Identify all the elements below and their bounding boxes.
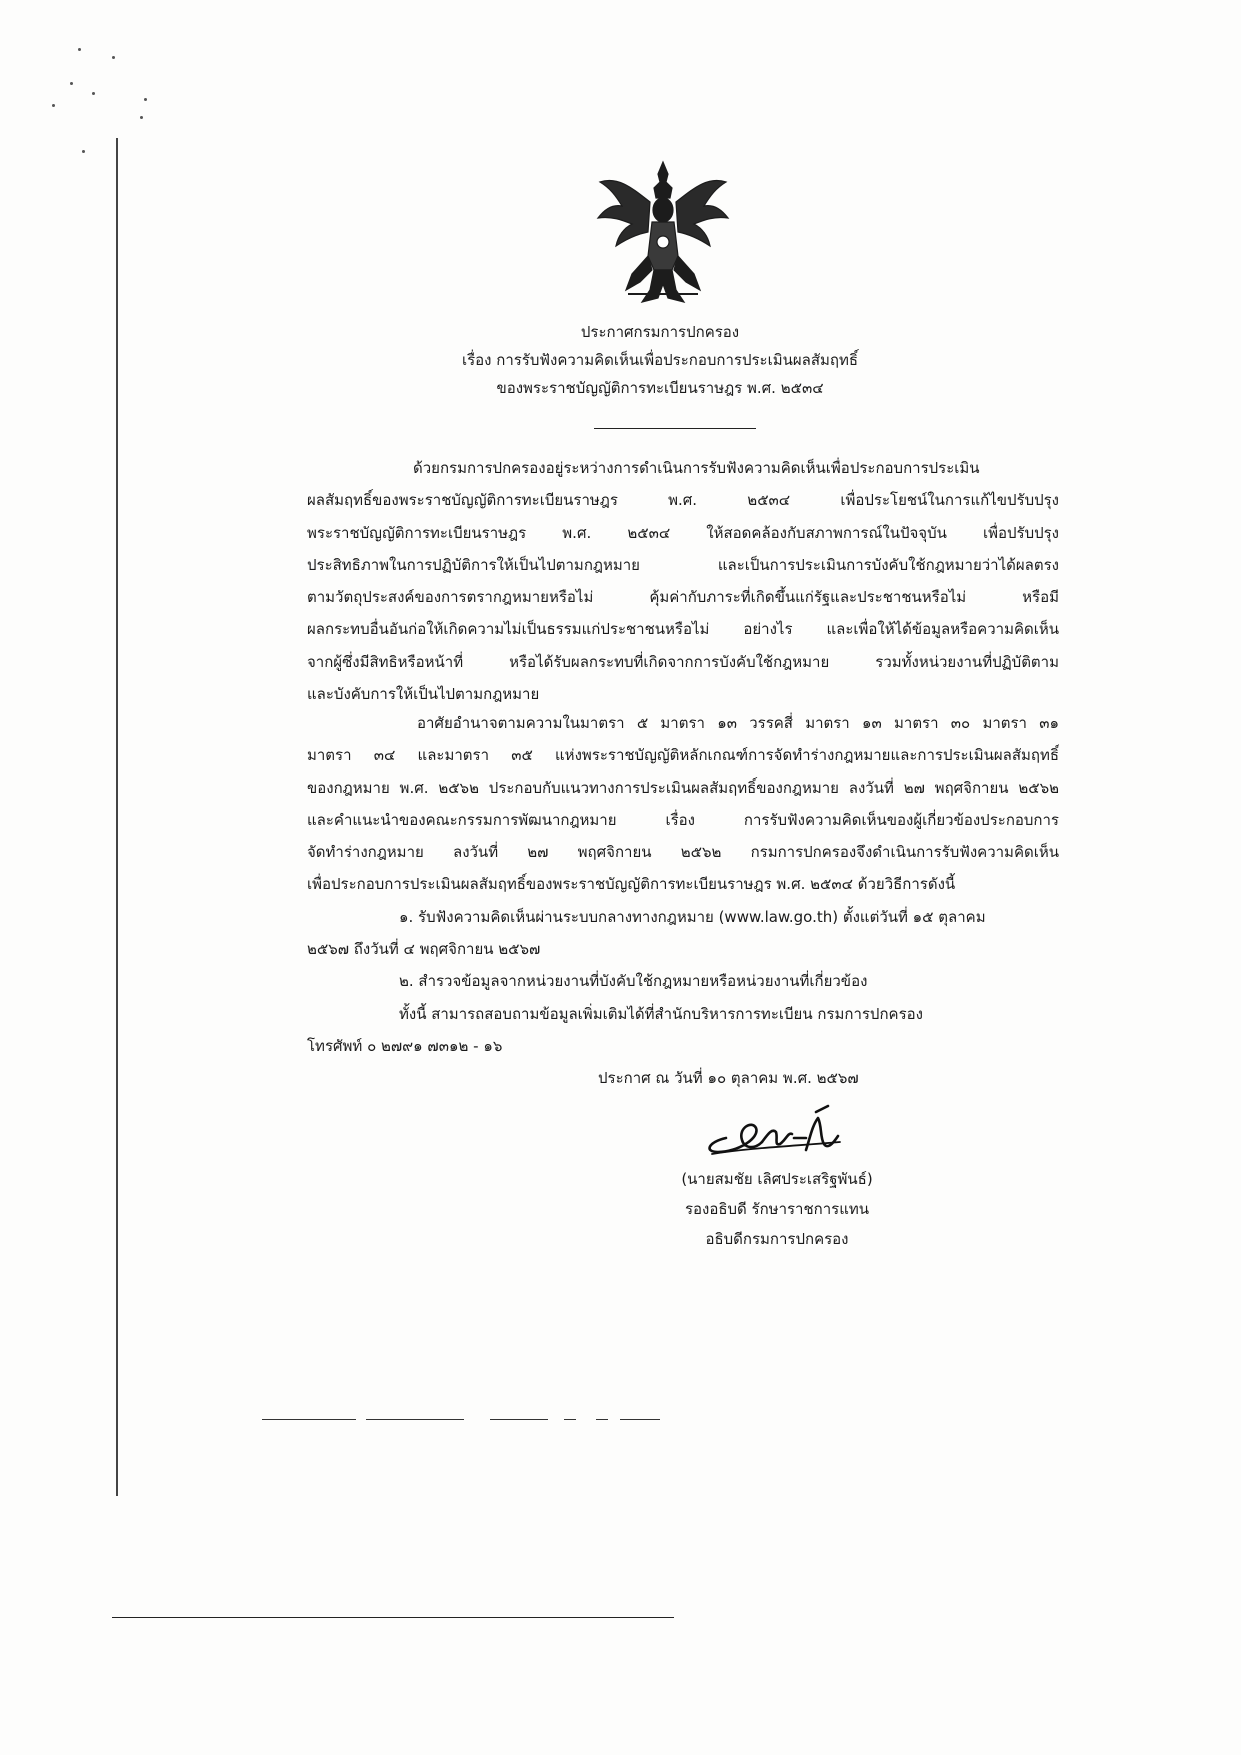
scan-speck	[70, 82, 73, 85]
faint-rule	[620, 1419, 660, 1420]
scan-speck	[52, 104, 55, 107]
paragraph-line: เพื่อประกอบการประเมินผลสัมฤทธิ์ของพระราชบัญญัติการทะเบียนราษฎร พ.ศ. ๒๕๓๔ ด้วยวิธีการดังนี้	[307, 875, 956, 894]
faint-rule	[564, 1419, 576, 1420]
paragraph-line: ตามวัตถุประสงค์ของการตรากฎหมายหรือไม่ คุ้มค่ากับภาระที่เกิดขึ้นแก่รัฐและประชาชนหรือไม่ หรือมี	[307, 588, 1059, 607]
scan-speck	[140, 116, 143, 119]
title-divider	[594, 428, 756, 429]
announcement-subject: เรื่อง การรับฟังความคิดเห็นเพื่อประกอบการประเมินผลสัมฤทธิ์	[461, 351, 859, 369]
bottom-divider	[112, 1617, 674, 1618]
scan-speck	[78, 48, 81, 51]
scan-margin-line	[116, 138, 118, 1496]
method-item-1-continued: ๒๕๖๗ ถึงวันที่ ๔ พฤศจิกายน ๒๕๖๗	[307, 940, 541, 959]
signatory-name: (นายสมชัย เลิศประเสริฐพันธ์)	[681, 1170, 873, 1188]
paragraph-line: ประสิทธิภาพในการปฏิบัติการให้เป็นไปตามกฎหมาย และเป็นการประเมินการบังคับใช้กฎหมายว่าได้ผลตรง	[307, 555, 1059, 574]
faint-rule	[366, 1419, 464, 1420]
garuda-emblem-icon	[592, 158, 734, 306]
paragraph-line: ผลกระทบอื่นอันก่อให้เกิดความไม่เป็นธรรมแก่ประชาชนหรือไม่ อย่างไร และเพื่อให้ได้ข้อมูลหรือความคิดเห็น	[307, 620, 1059, 639]
handwritten-signature-icon	[698, 1098, 846, 1160]
paragraph-authority	[307, 707, 1059, 1062]
paragraph-line: ผลสัมฤทธิ์ของพระราชบัญญัติการทะเบียนราษฎร พ.ศ. ๒๕๓๔ เพื่อประโยชน์ในการแก้ไขปรับปรุง	[307, 491, 1059, 510]
signatory-block	[612, 1164, 942, 1254]
paragraph-line: ด้วยกรมการปกครองอยู่ระหว่างการดำเนินการรับฟังความคิดเห็นเพื่อประกอบการประเมิน	[413, 459, 980, 477]
paragraph-line: อาศัยอำนาจตามความในมาตรา ๕ มาตรา ๑๓ วรรคสี่ มาตรา ๑๓ มาตรา ๓๐ มาตรา ๓๑	[417, 714, 1059, 732]
faint-rule	[596, 1419, 608, 1420]
scan-speck	[144, 98, 147, 101]
faint-rule	[490, 1419, 548, 1420]
contact-note: ทั้งนี้ สามารถสอบถามข้อมูลเพิ่มเติมได้ที่สำนักบริหารการทะเบียน กรมการปกครอง	[399, 1004, 923, 1023]
scan-speck	[92, 92, 95, 95]
paragraph-line: พระราชบัญญัติการทะเบียนราษฎร พ.ศ. ๒๕๓๔ ให้สอดคล้องกับสภาพการณ์ในปัจจุบัน เพื่อปรับปรุง	[307, 523, 1059, 542]
paragraph-line: จากผู้ซึ่งมีสิทธิหรือหน้าที่ หรือได้รับผลกระทบที่เกิดจากการบังคับใช้กฎหมาย รวมทั้งหน่วยงานที่ปฏิบัติตาม	[307, 652, 1059, 671]
announcement-subject-continued: ของพระราชบัญญัติการทะเบียนราษฎร พ.ศ. ๒๕๓๔	[496, 379, 824, 397]
contact-phone: โทรศัพท์ ๐ ๒๗๙๑ ๗๓๑๒ - ๑๖	[307, 1036, 503, 1055]
announcement-date: ประกาศ ณ วันที่ ๑๐ ตุลาคม พ.ศ. ๒๕๖๗	[598, 1069, 859, 1087]
paragraph-line: มาตรา ๓๔ และมาตรา ๓๕ แห่งพระราชบัญญัติหลักเกณฑ์การจัดทำร่างกฎหมายและการประเมินผลสัมฤทธิ์	[307, 746, 1059, 765]
paragraph-line: ของกฎหมาย พ.ศ. ๒๕๖๒ ประกอบกับแนวทางการประเมินผลสัมฤทธิ์ของกฎหมาย ลงวันที่ ๒๗ พฤศจิกายน ๒๕๖๒	[307, 778, 1059, 797]
method-item-1: ๑. รับฟังความคิดเห็นผ่านระบบกลางทางกฎหมาย (www.law.go.th) ตั้งแต่วันที่ ๑๕ ตุลาคม	[399, 907, 986, 926]
paragraph-line: และบังคับการให้เป็นไปตามกฎหมาย	[307, 685, 540, 704]
signatory-title: อธิบดีกรมการปกครอง	[705, 1230, 849, 1248]
scan-speck	[82, 150, 85, 153]
scan-speck	[112, 56, 115, 59]
method-item-2: ๒. สำรวจข้อมูลจากหน่วยงานที่บังคับใช้กฎหมายหรือหน่วยงานที่เกี่ยวข้อง	[399, 972, 868, 991]
signatory-position: รองอธิบดี รักษาราชการแทน	[684, 1200, 870, 1218]
paragraph-line: จัดทำร่างกฎหมาย ลงวันที่ ๒๗ พฤศจิกายน ๒๕๖๒ กรมการปกครองจึงดำเนินการรับฟังความคิดเห็น	[307, 843, 1059, 862]
paragraph-line: และคำแนะนำของคณะกรรมการพัฒนากฎหมาย เรื่อง การรับฟังความคิดเห็นของผู้เกี่ยวข้องประกอบการ	[307, 810, 1059, 829]
announcement-issuer: ประกาศกรมการปกครอง	[580, 323, 740, 341]
paragraph-purpose	[307, 452, 1059, 710]
faint-rule	[262, 1419, 356, 1420]
